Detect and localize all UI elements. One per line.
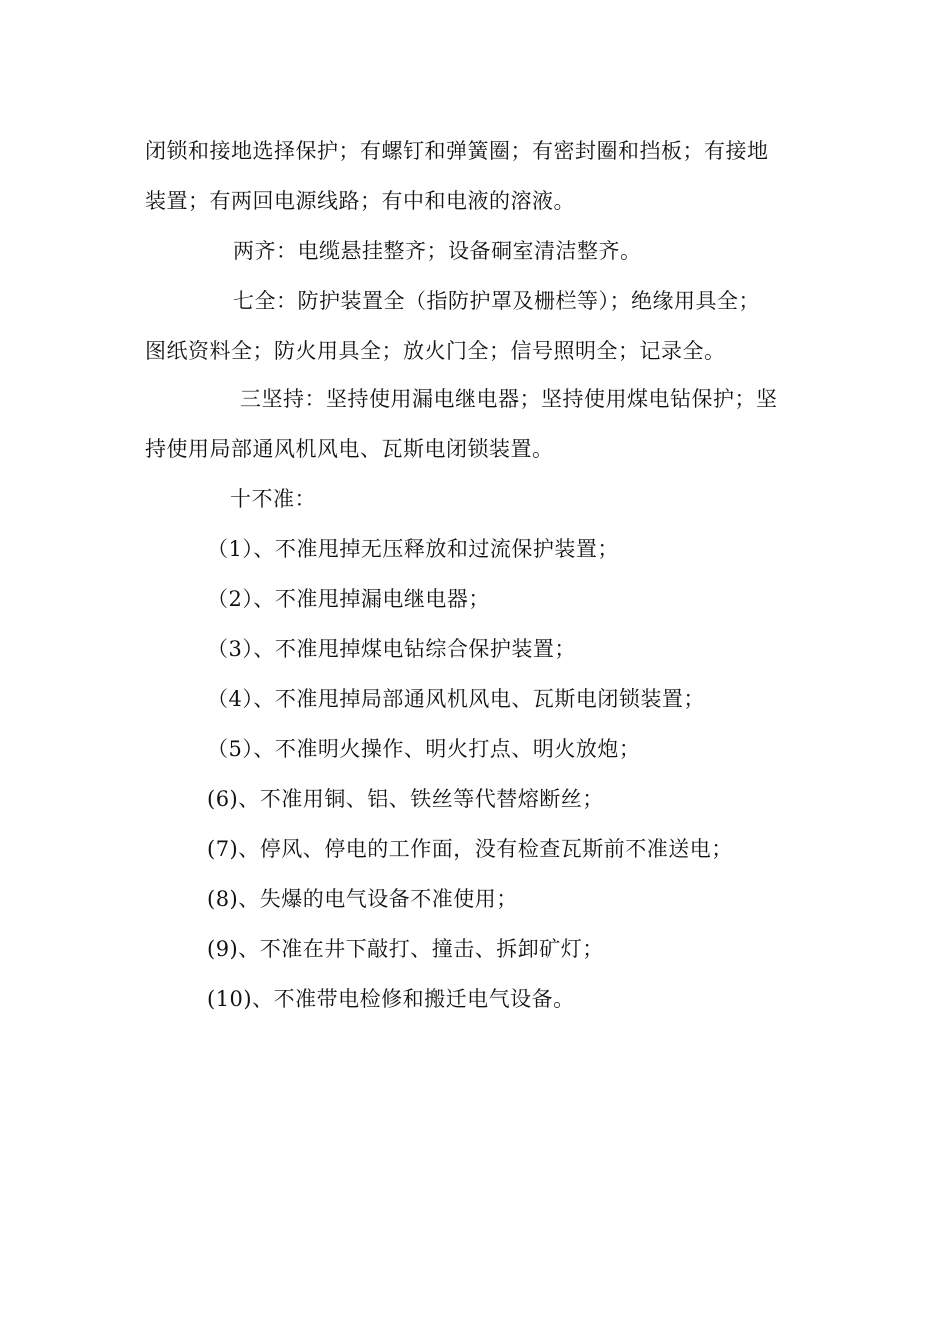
list-item: （3）、不准甩掉煤电钻综合保护装置；: [207, 637, 576, 661]
list-item: (6)、不准用铜、铝、铁丝等代替熔断丝；: [207, 787, 604, 811]
paragraph-line: 闭锁和接地选择保护；有螺钉和弹簧圈；有密封圈和挡板；有接地: [145, 139, 769, 163]
list-item: （4）、不准甩掉局部通风机风电、瓦斯电闭锁装置；: [207, 687, 705, 711]
section-heading-shi-bu-zhun: 十不准：: [230, 487, 316, 511]
paragraph-san-jian-chi-line1: 三坚持：坚持使用漏电继电器；坚持使用煤电钻保护；坚: [240, 387, 778, 411]
paragraph-liang-qi: 两齐：电缆悬挂整齐；设备硐室清洁整齐。: [233, 239, 642, 263]
paragraph-qi-quan-line2: 图纸资料全；防火用具全；放火门全；信号照明全；记录全。: [145, 339, 726, 363]
list-item: (7)、停风、停电的工作面，没有检查瓦斯前不准送电；: [207, 837, 733, 861]
list-item: (8)、失爆的电气设备不准使用；: [207, 887, 518, 911]
list-item: （1）、不准甩掉无压释放和过流保护装置；: [207, 537, 619, 561]
list-item: (10)、不准带电检修和搬迁电气设备。: [207, 987, 575, 1011]
list-item: （5）、不准明火操作、明火打点、明火放炮；: [207, 737, 641, 761]
list-item: （2）、不准甩掉漏电继电器；: [207, 587, 490, 611]
paragraph-san-jian-chi-line2: 持使用局部通风机风电、瓦斯电闭锁装置。: [145, 437, 554, 461]
paragraph-qi-quan-line1: 七全：防护装置全（指防护罩及栅栏等）；绝缘用具全；: [233, 289, 760, 313]
paragraph-line: 装置；有两回电源线路；有中和电液的溶液。: [145, 189, 575, 213]
list-item: (9)、不准在井下敲打、撞击、拆卸矿灯；: [207, 937, 604, 961]
